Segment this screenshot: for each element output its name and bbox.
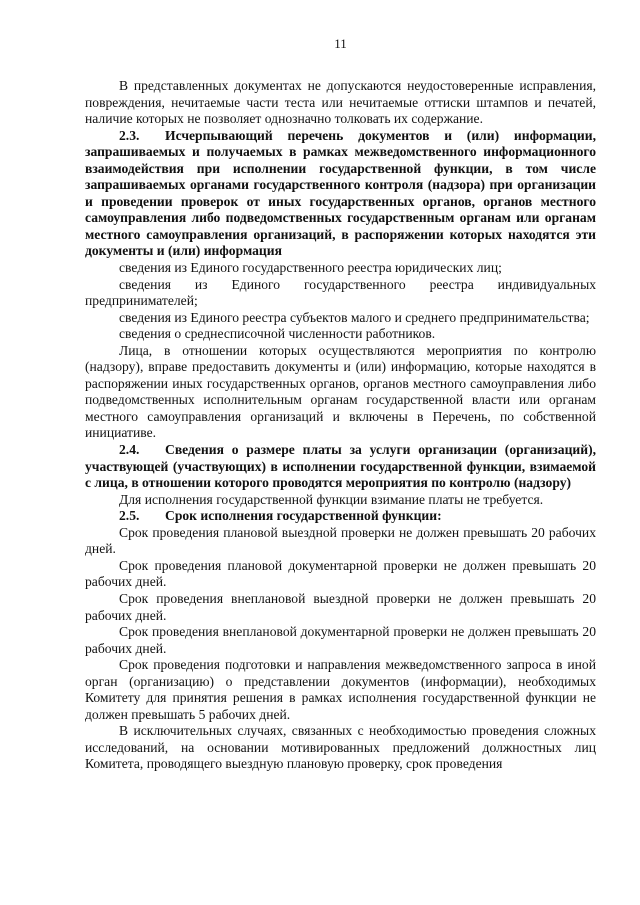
paragraph-text: Лица, в отношении которых осуществляются мероприятия по контролю (надзору), вправе предоставить документы и (или) информацию, которые находятся в распоряжении иных государственных органов, органов местного самоуправления либо подведомственных исполнительным органам государственной власти или органам местного самоуправления организаций и включены в Перечень, по собственной инициативе. xyxy=(85,342,596,441)
section-heading-text: Сведения о размере платы за услуги организации (организаций), участвующей (участвующих) в исполнении государственной функции, взимаемой с лица, в отношении которого проводятся мероприятия по контролю (надзору) xyxy=(85,442,596,491)
paragraph-own-initiative xyxy=(85,343,596,442)
paragraph-text: сведения из Единого реестра субъектов малого и среднего предпринимательства; xyxy=(119,309,590,325)
paragraph-no-fee xyxy=(85,492,596,509)
paragraph-text: Для исполнения государственной функции взимание платы не требуется. xyxy=(119,491,544,507)
paragraph-text: Срок проведения плановой выездной проверки не должен превышать 20 рабочих дней. xyxy=(85,524,596,557)
paragraph-text: В исключительных случаях, связанных с необходимостью проведения сложных исследований, на основании мотивированных предложений должностных лиц Комитета, проводящего выездную плановую проверку, срок проведения xyxy=(85,723,596,772)
paragraph-exceptional-cases xyxy=(85,723,596,773)
section-number: 2.5. xyxy=(119,508,140,524)
paragraph-text: Срок проведения плановой документарной проверки не должен превышать 20 рабочих дней. xyxy=(85,557,596,590)
paragraph-text: сведения о среднесписочной численности работников. xyxy=(119,326,436,342)
paragraph-planned-documentary-term xyxy=(85,558,596,591)
section-heading-text: Срок исполнения государственной функции: xyxy=(165,508,442,524)
page-number: 11 xyxy=(334,36,347,51)
paragraph-unplanned-onsite-term xyxy=(85,591,596,624)
section-2-3-heading xyxy=(85,128,596,260)
paragraph-documents-corrections xyxy=(85,78,596,128)
paragraph-text: Срок проведения внеплановой документарной проверки не должен превышать 20 рабочих дней. xyxy=(85,624,596,656)
paragraph-planned-onsite-term xyxy=(85,525,596,558)
paragraph-text: сведения из Единого государственного реестра юридических лиц; xyxy=(119,260,502,276)
paragraph-text: Срок проведения подготовки и направления межведомственного запроса в иной орган (организацию) о представлении документов (информации), необходимых Комитету для принятия решения в рамках исполнения государственной функции не должен превышать 5 рабочих дней. xyxy=(85,657,596,722)
paragraph-unplanned-documentary-term xyxy=(85,624,596,657)
list-item-sme-registry xyxy=(85,310,596,327)
section-number: 2.4. xyxy=(119,442,140,458)
section-heading-text: Исчерпывающий перечень документов и (или) информации, запрашиваемых и получаемых в рамках межведомственного информационного взаимодействия при исполнении государственной функции, в том числе запрашиваемых органами государственного контроля (надзора) при организации и проведении проверок от иных государственных органов, органов местного самоуправления либо подведомственных государственным органам или органам местного самоуправления организаций, в распоряжении которых находятся эти документы и (или) информация xyxy=(85,127,596,259)
section-number: 2.3. xyxy=(119,127,140,143)
list-item-egrip xyxy=(85,277,596,310)
paragraph-text: сведения из Единого государственного реестра индивидуальных предпринимателей; xyxy=(85,276,596,309)
section-2-5-heading xyxy=(85,508,596,525)
list-item-headcount xyxy=(85,326,596,343)
paragraph-text: В представленных документах не допускаются неудостоверенные исправления, повреждения, нечитаемые части теста или нечитаемые оттиски штампов и печатей, наличие которых не позволяет однозначно толковать их содержание. xyxy=(85,78,596,127)
section-2-4-heading xyxy=(85,442,596,492)
document-page xyxy=(85,36,596,866)
list-item-egrul xyxy=(85,260,596,277)
paragraph-interagency-request-term xyxy=(85,657,596,723)
paragraph-text: Срок проведения внеплановой выездной проверки не должен превышать 20 рабочих дней. xyxy=(85,590,596,623)
